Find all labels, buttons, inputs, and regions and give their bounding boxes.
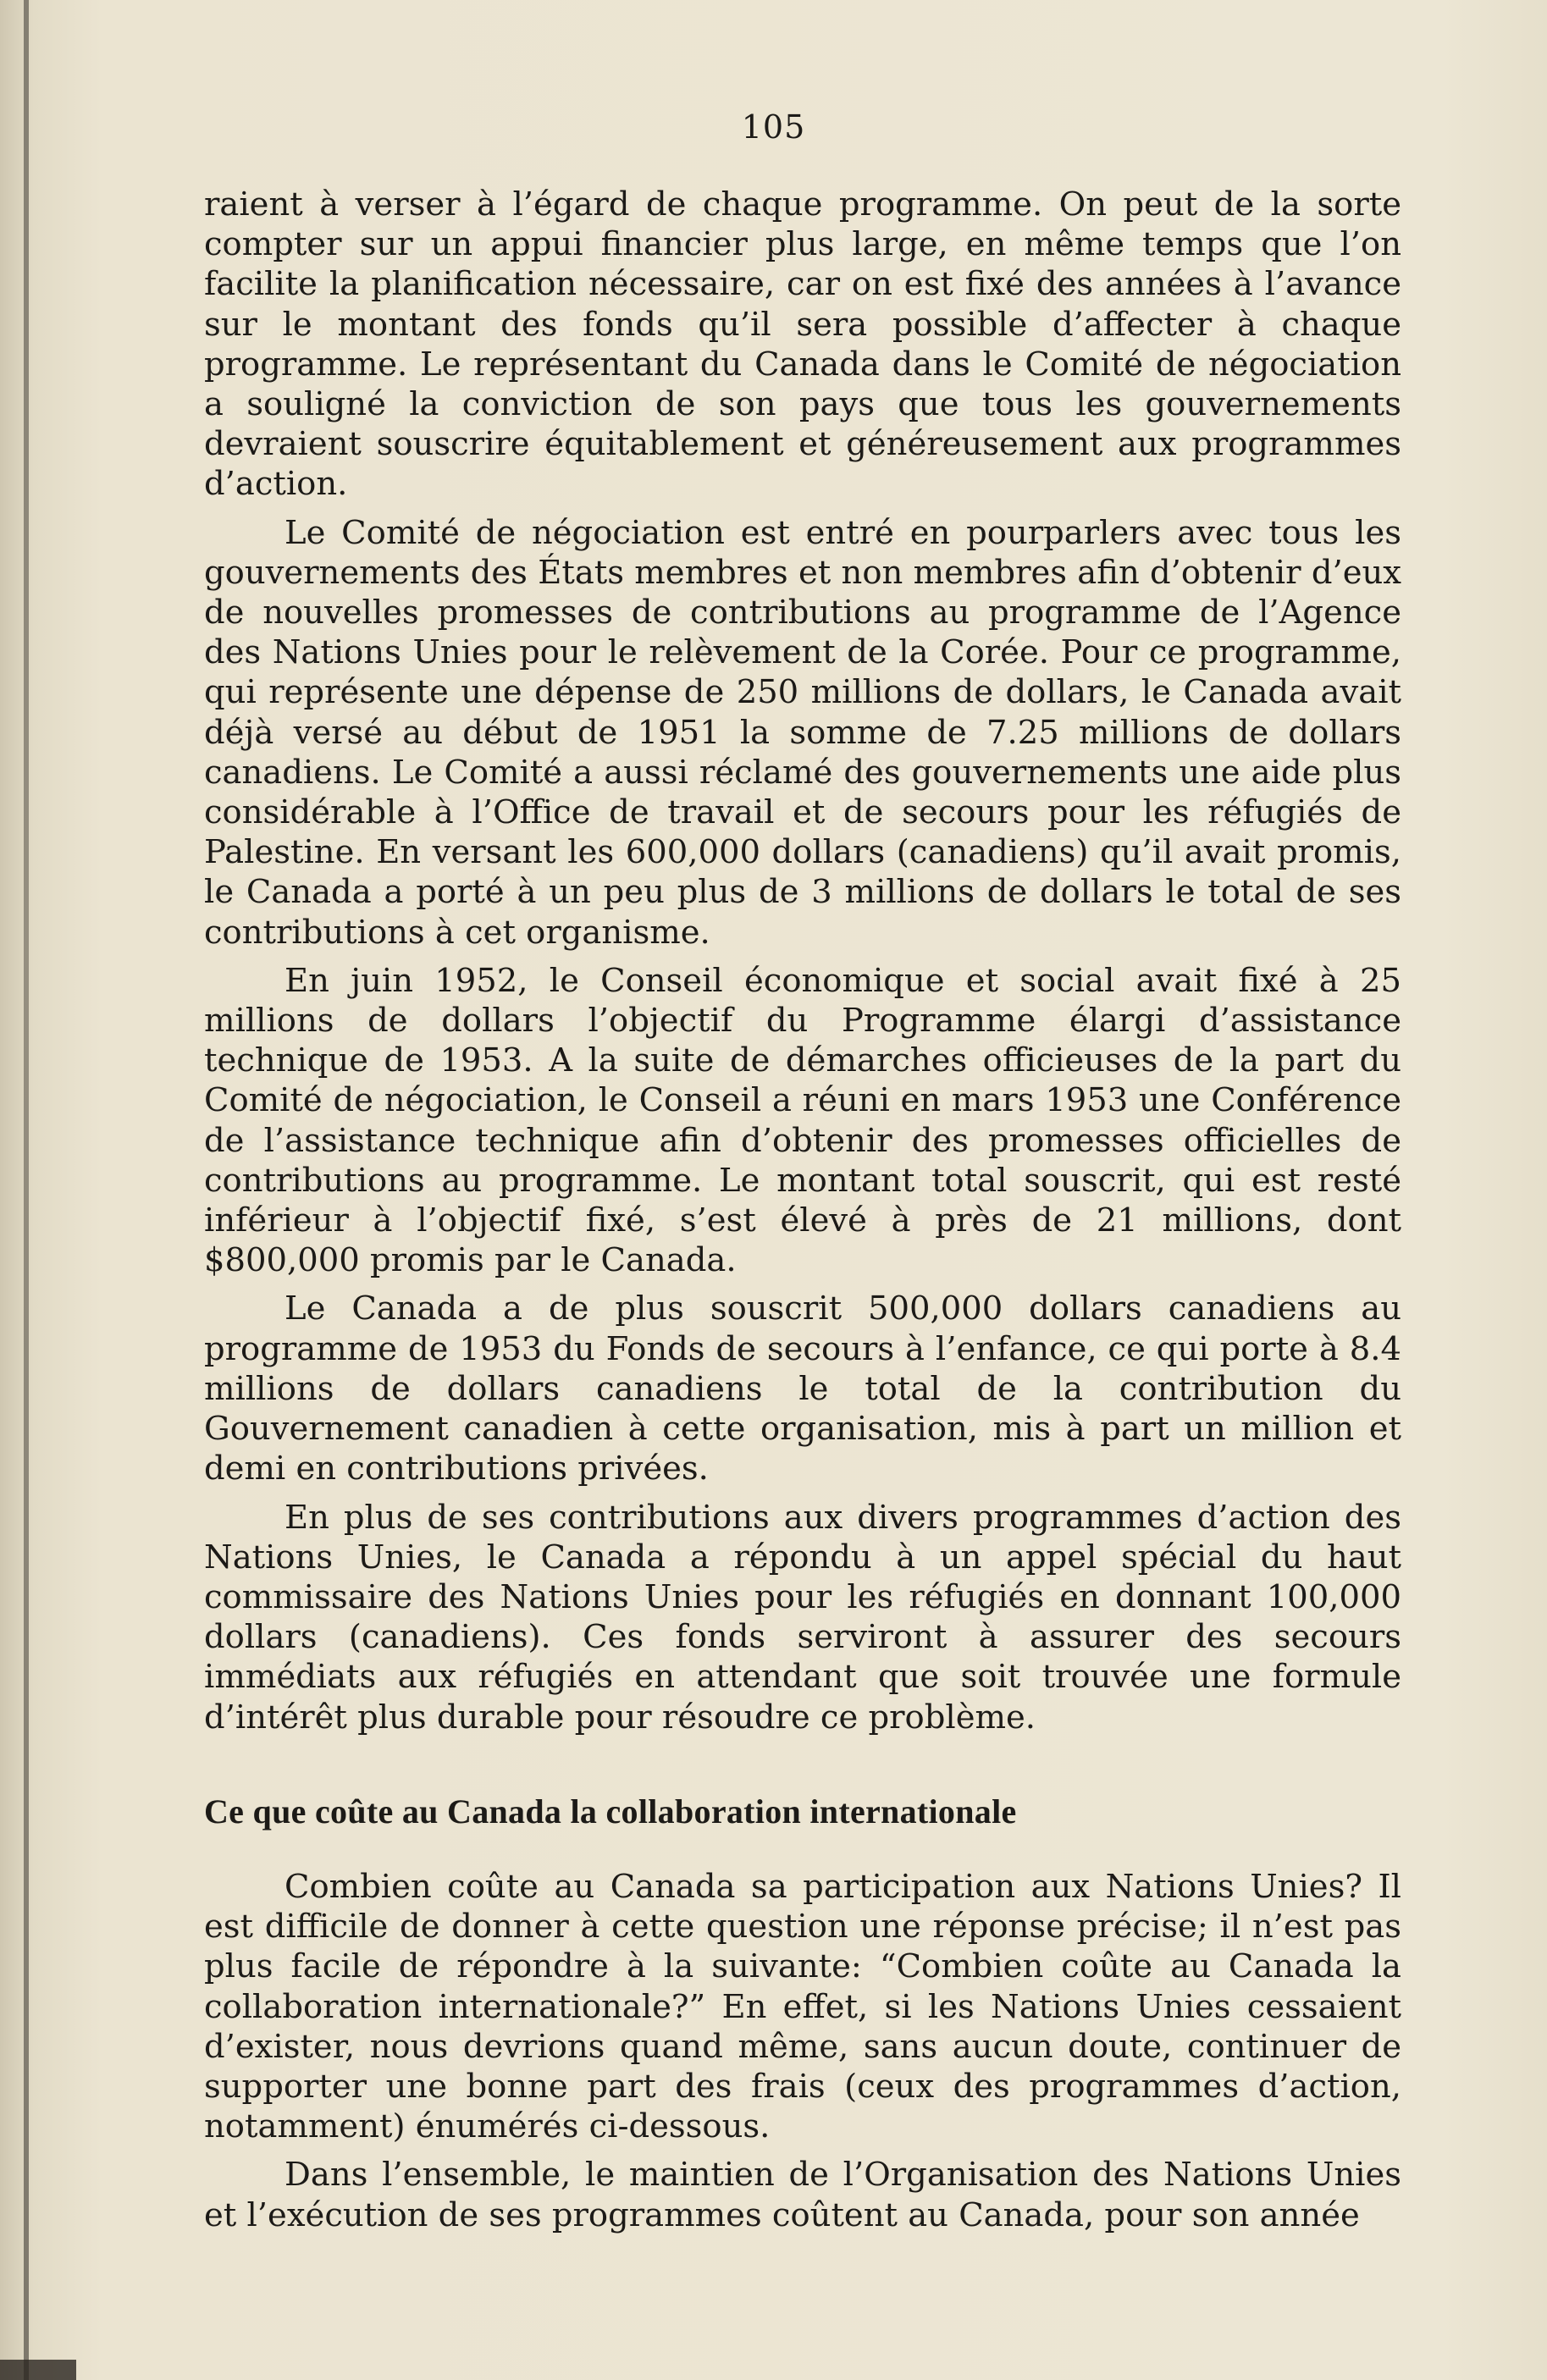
paragraph: Combien coûte au Canada sa participation aux Nations Unies? Il est difficile de donner à cette question une réponse précise; il n’est pas plus facile de répondre à la suivante: “Combien coûte au Canada la collaboration internationale?” En effet, si les Nations Unies cessaient d’exister, nous devrions quand même, sans aucun doute, continuer de supporter une bonne part des frais (ceux des programmes d’action, notamment) énumérés ci-dessous.: [204, 1867, 1401, 2146]
paragraph: En plus de ses contributions aux divers programmes d’action des Nations Unies, le Canada a répondu à un appel spécial du haut commissaire des Nations Unies pour les réfugiés en donnant 100,000 dollars (canadiens). Ces fonds serviront à assurer des secours immédiats aux réfugiés en attendant que soit trouvée une formule d’intérêt plus durable pour résoudre ce problème.: [204, 1498, 1401, 1737]
body-text: [204, 185, 1401, 2244]
paragraph: Le Canada a de plus souscrit 500,000 dollars canadiens au programme de 1953 du Fonds de secours à l’enfance, ce qui porte à 8.4 millions de dollars canadiens le total de la contribution du Gouvernement canadien à cette organisation, mis à part un million et demi en contributions privées.: [204, 1289, 1401, 1488]
page-number: 105: [741, 108, 806, 146]
paragraph: raient à verser à l’égard de chaque programme. On peut de la sorte compter sur un appui financier plus large, en même temps que l’on facilite la planification nécessaire, car on est fixé des années à l’avance sur le montant des fonds qu’il sera possible d’affecter à chaque programme. Le représentant du Canada dans le Comité de négociation a souligné la conviction de son pays que tous les gouvernements devraient souscrire équitablement et généreusement aux programmes d’action.: [204, 185, 1401, 504]
binding-edge: [24, 0, 29, 2380]
paragraph: Dans l’ensemble, le maintien de l’Organisation des Nations Unies et l’exécution de ses programmes coûtent au Canada, pour son année: [204, 2156, 1401, 2234]
page-corner-shadow: [0, 2360, 76, 2380]
section-heading: Ce que coûte au Canada la collaboration internationale: [204, 1792, 1017, 1831]
paragraph: En juin 1952, le Conseil économique et social avait fixé à 25 millions de dollars l’objectif du Programme élargi d’assistance technique de 1953. A la suite de démarches officieuses de la part du Comité de négociation, le Conseil a réuni en mars 1953 une Conférence de l’assistance technique afin d’obtenir des promesses officielles de contributions au programme. Le montant total souscrit, qui est resté inférieur à l’objectif fixé, s’est élevé à près de 21 millions, dont $800,000 promis par le Canada.: [204, 961, 1401, 1280]
paragraph: Le Comité de négociation est entré en pourparlers avec tous les gouvernements des États membres et non membres afin d’obtenir d’eux de nouvelles promesses de contributions au programme de l’Agence des Nations Unies pour le relèvement de la Corée. Pour ce programme, qui représente une dépense de 250 millions de dollars, le Canada avait déjà versé au début de 1951 la somme de 7.25 millions de dollars canadiens. Le Comité a aussi réclamé des gouvernements une aide plus considérable à l’Office de travail et de secours pour les réfugiés de Palestine. En versant les 600,000 dollars (canadiens) qu’il avait promis, le Canada a porté à un peu plus de 3 millions de dollars le total de ses contributions à cet organisme.: [204, 513, 1401, 952]
